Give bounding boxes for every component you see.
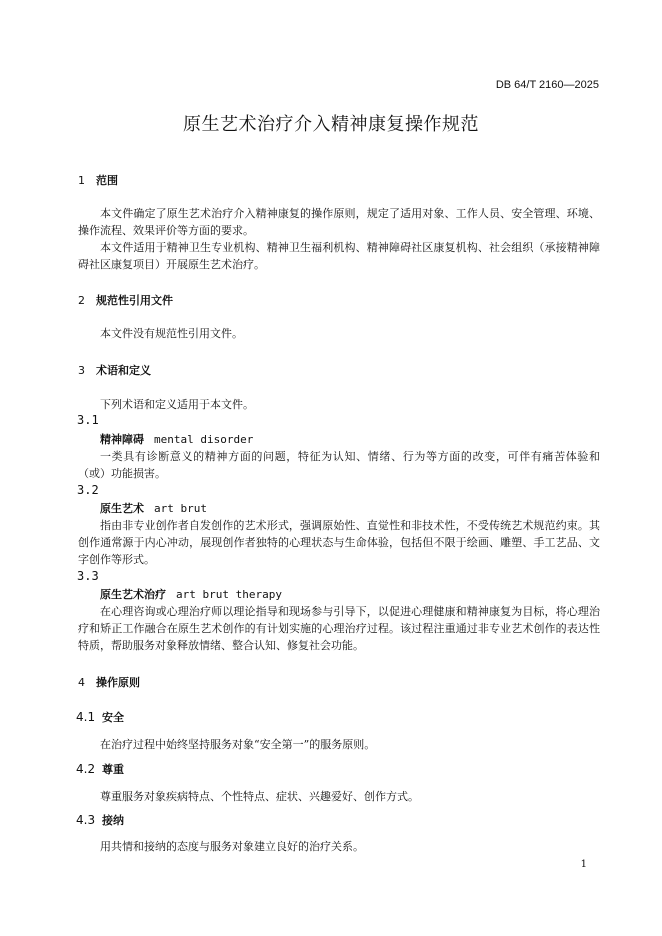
term-number: 3.3 [77,569,99,583]
section-2-heading [78,292,173,308]
term-heading [100,586,282,602]
section-3-intro: 下列术语和定义适用于本文件。 [100,398,254,411]
subsection-text: 在治疗过程中始终坚持服务对象“安全第一”的服务原则。 [100,738,376,751]
subsection-number: 4.1 [76,710,96,724]
term-english: art brut [154,502,207,515]
subsection-heading [76,709,124,725]
term-number: 3.1 [77,413,99,427]
section-title: 术语和定义 [96,364,151,377]
term-definition: 在心理咨询或心理治疗师以理论指导和现场参与引导下，以促进心理健康和精神康复为目标，将心理治疗和矫正工作融合在原生艺术创作的有计划实施的心理治疗过程。该过程注重通过非专业艺术创作的表达性特质，帮助服务对象释放情绪、整合认知、修复社会功能。 [78,605,600,652]
term-chinese: 原生艺术 [100,502,144,515]
term-number: 3.2 [77,483,99,497]
section-title: 范围 [96,174,118,187]
term-heading [100,500,207,516]
subsection-title: 安全 [102,711,124,724]
term-definition: 指由非专业创作者自发创作的艺术形式，强调原始性、直觉性和非技术性，不受传统艺术规范约束。其创作通常源于内心冲动，展现创作者独特的心理状态与生命体验，包括但不限于绘画、雕塑、手工艺品、文字创作等形式。 [78,519,600,566]
section-number: 3 [78,364,85,377]
subsection-heading [76,812,124,828]
term-definition: 一类具有诊断意义的精神方面的问题，特征为认知、情绪、行为等方面的改变，可伴有痛苦体验和（或）功能损害。 [78,450,600,480]
document-title: 原生艺术治疗介入精神康复操作规范 [183,114,479,135]
subsection-number: 4.3 [76,813,96,827]
section-3-heading [78,362,151,378]
term-chinese: 原生艺术治疗 [100,588,166,601]
subsection-title: 尊重 [102,763,124,776]
section-4-heading [78,674,140,690]
section-number: 1 [78,174,85,187]
section-1-paragraph-1: 本文件确定了原生艺术治疗介入精神康复的操作原则，规定了适用对象、工作人员、安全管理、环境、操作流程、效果评价等方面的要求。 [78,207,600,237]
subsection-text: 用共情和接纳的态度与服务对象建立良好的治疗关系。 [100,840,364,853]
section-2-paragraph: 本文件没有规范性引用文件。 [100,327,243,340]
term-english: art brut therapy [176,588,282,601]
section-1-heading [78,172,118,188]
section-1-paragraph-2: 本文件适用于精神卫生专业机构、精神卫生福利机构、精神障碍社区康复机构、社会组织（承接精神障碍社区康复项目）开展原生艺术治疗。 [78,241,600,271]
page-number: 1 [580,859,587,870]
section-number: 4 [78,676,85,689]
subsection-text: 尊重服务对象疾病特点、个性特点、症状、兴趣爱好、创作方式。 [100,790,419,803]
section-number: 2 [78,294,85,307]
standard-code: DB 64/T 2160—2025 [495,79,599,91]
subsection-title: 接纳 [102,814,124,827]
section-title: 规范性引用文件 [96,294,173,307]
subsection-number: 4.2 [76,762,96,776]
term-chinese: 精神障碍 [100,433,144,446]
term-english: mental disorder [154,433,254,446]
section-title: 操作原则 [96,676,140,689]
term-heading [100,431,253,447]
subsection-heading [76,761,124,777]
